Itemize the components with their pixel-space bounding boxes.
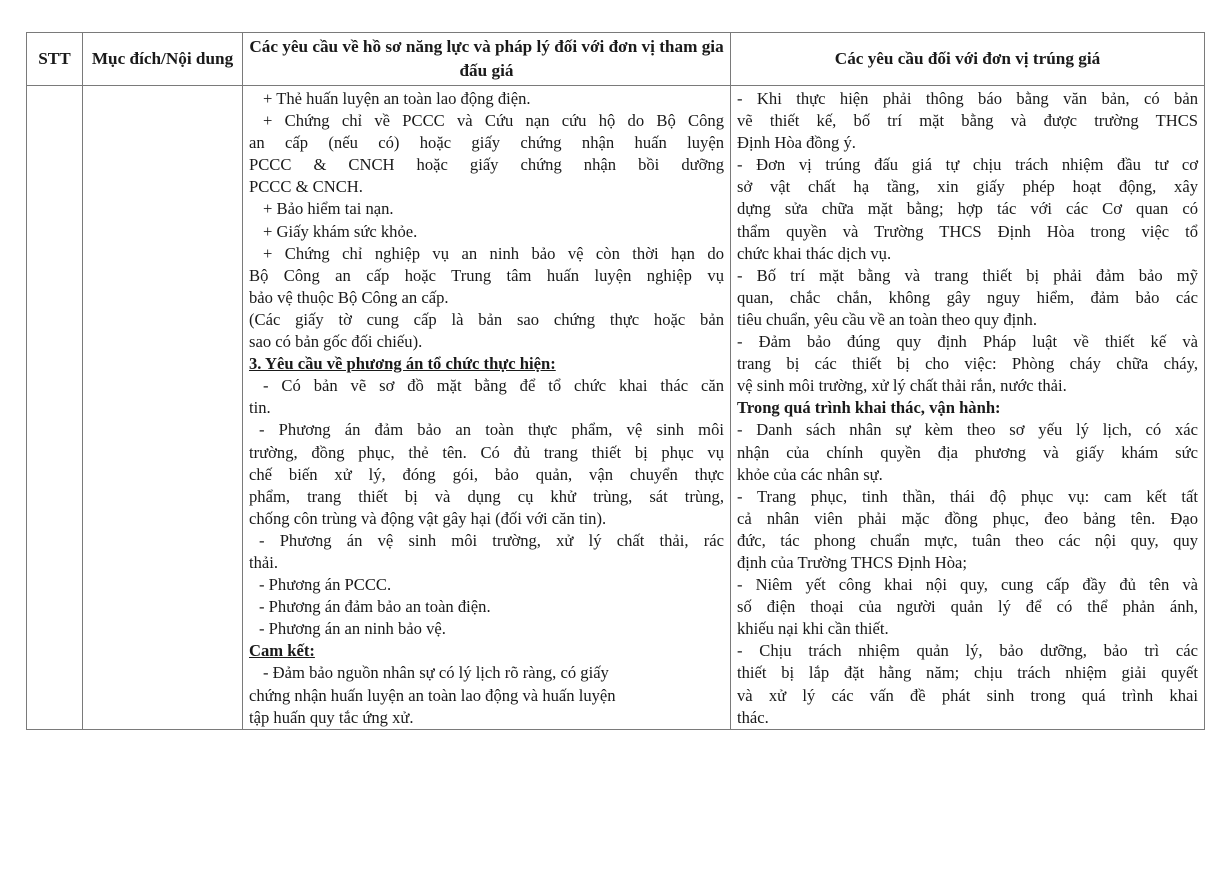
text-line: tiêu chuẩn, yêu cầu về an toàn theo quy định. [737,309,1037,329]
text-line: trường, đồng phục, thẻ tên. Có đủ trang thiết bị phục vụ [249,442,724,462]
text-line: cả nhân viên phải mặc đồng phục, đeo bảng tên. Đạo [737,508,1198,528]
text-line: chống côn trùng và động vật gây hại (đối với căn tin). [249,508,607,528]
text-line: (Các giấy tờ cung cấp là bản sao chứng thực hoặc bản [249,309,724,329]
text-line: - Phương án đảm bảo an toàn thực phẩm, vệ sinh môi [259,420,724,440]
text-line: số điện thoại của người quản lý để có thể phản ánh, [737,597,1198,617]
text-line: - Trang phục, tinh thần, thái độ phục vụ: cam kết tất [737,486,1198,506]
text-line: định của Trường THCS Định Hòa; [737,552,967,572]
text-line: trang bị các thiết bị cho việc: Phòng cháy chữa cháy, [737,354,1198,374]
text-line: + Chứng chỉ nghiệp vụ an ninh bảo vệ còn thời hạn do [263,243,724,263]
text-line: - Phương án đảm bảo an toàn điện. [259,597,491,617]
cell-purpose [83,86,243,730]
text-line: PCCC & CNCH hoặc giấy chứng nhận bồi dưỡng [249,155,724,175]
text-line: - Niêm yết công khai nội quy, cung cấp đầy đủ tên và [737,575,1198,595]
text-line: phẩm, trang thiết bị và dụng cụ khử trùng, sát trùng, [249,486,724,506]
text-line: - Khi thực hiện phải thông báo bằng văn bản, có bản [737,89,1198,108]
section-heading: 3. Yêu cầu về phương án tổ chức thực hiện: [249,354,556,374]
text-line: thiết bị lắp đặt hằng năm; chịu trách nhiệm giải quyết [737,663,1198,683]
text-line: + Chứng chỉ về PCCC và Cứu nạn cứu hộ do Bộ Công [263,111,724,131]
text-line: chức khai thác dịch vụ. [737,243,892,263]
header-stt: STT [27,33,83,86]
text-line: sao có bản gốc đối chiếu). [249,332,423,352]
text-line: chứng nhận huấn luyện an toàn lao động và huấn luyện [249,685,616,705]
section-heading: Cam kết: [249,641,315,661]
text-line: tin. [249,398,271,418]
header-row [27,33,1205,86]
text-line: vẽ thiết kế, bố trí mặt bằng và được trường THCS [737,111,1198,131]
table-row [27,86,1205,730]
text-line: thác. [737,707,769,727]
text-line: - Có bản vẽ sơ đồ mặt bằng để tổ chức khai thác căn [263,376,724,396]
text-line: bảo vệ thuộc Bộ Công an cấp. [249,287,449,307]
text-line: an cấp (nếu có) hoặc giấy chứng nhận huấn luyện [249,133,724,153]
text-line: quan, chắc chắn, không gây nguy hiểm, đảm bảo các [737,287,1198,307]
text-line: Định Hòa đồng ý. [737,133,856,153]
text-line: PCCC & CNCH. [249,177,363,197]
text-line: - Chịu trách nhiệm quản lý, bảo dưỡng, bảo trì các [737,641,1198,661]
text-line: và xử lý các vấn đề phát sinh trong quá trình khai [737,685,1198,705]
text-line: - Đảm bảo nguồn nhân sự có lý lịch rõ ràng, có giấy [263,663,609,683]
text-line: - Phương án PCCC. [259,575,392,595]
section-heading: Trong quá trình khai thác, vận hành: [737,398,1001,418]
text-line: Bộ Công an cấp hoặc Trung tâm huấn luyện nghiệp vụ [249,265,724,285]
text-line: thẩm quyền và Trường THCS Định Hòa trong việc tổ [737,221,1198,241]
text-line: nhận của chính quyền địa phương và giấy khám sức [737,442,1198,462]
requirements-table [26,32,1205,730]
text-line: - Bố trí mặt bằng và trang thiết bị phải đảm bảo mỹ [737,265,1198,285]
text-line: - Phương án vệ sinh môi trường, xử lý chất thải, rác [259,530,724,550]
cell-stt [27,86,83,730]
text-line: - Phương án an ninh bảo vệ. [259,619,446,639]
text-line: + Bảo hiểm tai nạn. [263,199,394,219]
text-line: sở vật chất hạ tầng, xin giấy phép hoạt động, xây [737,177,1198,197]
text-line: tập huấn quy tắc ứng xử. [249,707,414,727]
header-bidder-requirements: Các yêu cầu về hồ sơ năng lực và pháp lý đối với đơn vị tham gia đấu giá [243,33,731,86]
text-line: - Danh sách nhân sự kèm theo sơ yếu lý lịch, có xác [737,420,1198,440]
text-line: chế biến xử lý, đóng gói, bảo quản, vận chuyển thực [249,464,724,484]
text-line: - Đơn vị trúng đấu giá tự chịu trách nhiệm đầu tư cơ [737,155,1198,175]
cell-winner-requirements [731,86,1205,730]
header-purpose: Mục đích/Nội dung [83,33,243,86]
text-line: - Đảm bảo đúng quy định Pháp luật về thiết kế và [737,332,1198,352]
text-line: khiếu nại khi cần thiết. [737,619,889,639]
text-line: đức, tác phong chuẩn mực, tuân theo các nội quy, quy [737,530,1198,550]
cell-bidder-requirements [243,86,731,730]
text-line: thải. [249,552,279,572]
text-line: + Giấy khám sức khỏe. [263,221,418,241]
text-line: + Thẻ huấn luyện an toàn lao động điện. [263,89,531,108]
header-winner-requirements: Các yêu cầu đối với đơn vị trúng giá [731,33,1205,86]
text-line: khỏe của các nhân sự. [737,464,883,484]
text-line: vệ sinh môi trường, xử lý chất thải rắn, nước thải. [737,376,1067,396]
text-line: dựng sửa chữa mặt bằng; hợp tác với các Cơ quan có [737,199,1198,219]
